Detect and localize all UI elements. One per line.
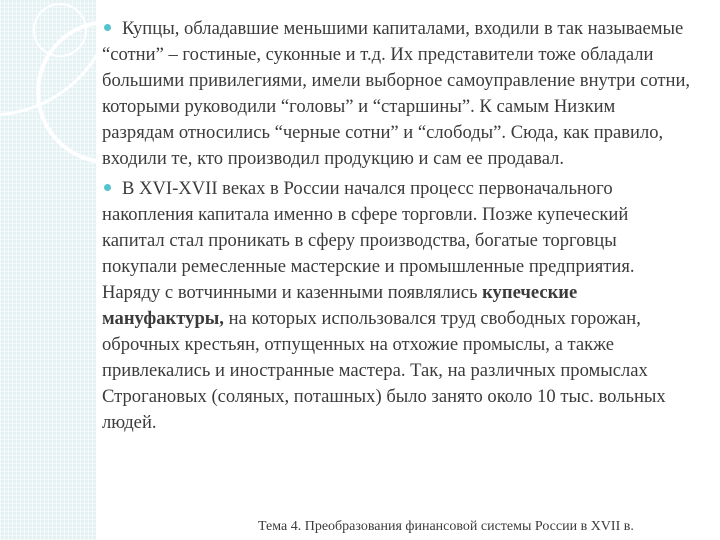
deco-circle-large bbox=[0, 0, 115, 115]
paragraph-1-text: Купцы, обладавшие меньшими капиталами, входили в так называемые “сотни” – гостиные, суконные и т.д. Их представители тоже обладали большими привилегиями, имели выборное самоуправление внутри сотни, которыми руководили “головы” и “старшины”. К самым Низким разрядам относились “черные сотни” и “слободы”. Сюда, как правило, входили те, кто производил продукцию и сам ее продавал. bbox=[102, 18, 691, 169]
bullet-dot-icon bbox=[104, 184, 111, 191]
paragraph-2-text-before: В XVI-XVII веках в России начался процесс первоначального накопления капитала именно в сфере торговли. Позже купеческий капитал стал проникать в сферу производства, богатые торговцы покупали ремесленные мастерские и промышленные предприятия. Наряду с вотчинными и казенными появлялись bbox=[102, 178, 635, 303]
slide-footer: Тема 4. Преобразования финансовой системы России в XVII в. bbox=[258, 519, 634, 534]
paragraph-2-text-after: на которых использовался труд свободных горожан, оброчных крестьян, отпущенных на отхожие промыслы, а также привлекались и иностранные мастера. Так, на различных промыслах Строгановых (соляных, поташных) было занято около 10 тыс. вольных людей. bbox=[102, 308, 666, 433]
bullet-paragraph-2 bbox=[102, 176, 692, 436]
bullet-paragraph-1 bbox=[102, 16, 692, 172]
paragraph-2-bold-term: купеческие мануфактуры, bbox=[102, 282, 578, 329]
bullet-dot-icon bbox=[104, 24, 111, 31]
slide-body bbox=[102, 16, 692, 440]
